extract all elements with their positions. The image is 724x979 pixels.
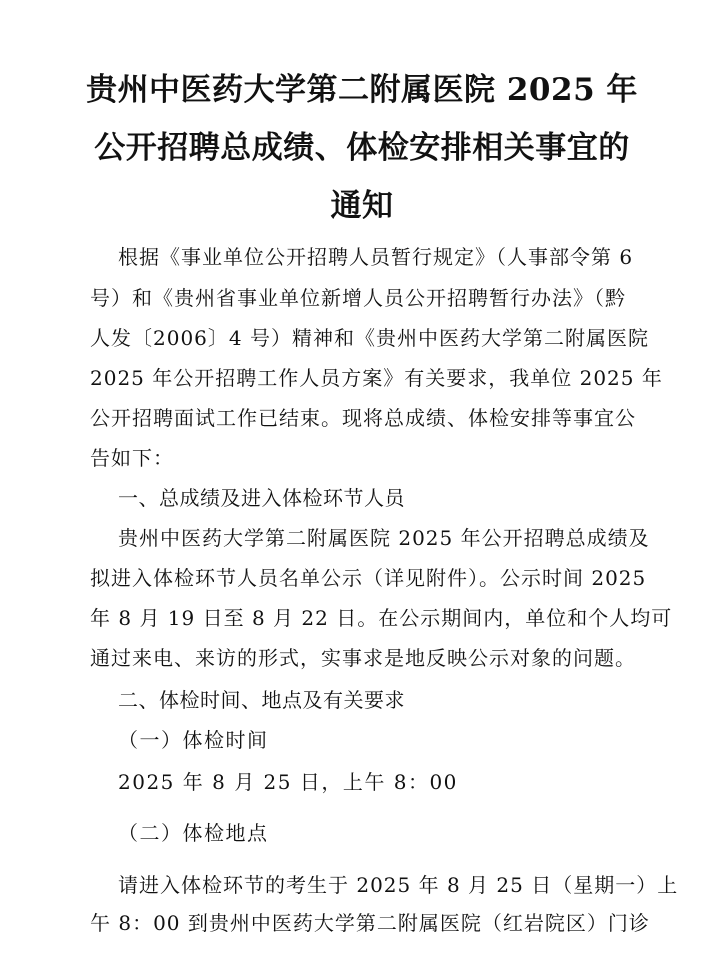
section-1-line: 年 8 月 19 日至 8 月 22 日。在公示期间内，单位和个人均可 bbox=[90, 606, 673, 630]
exam-location-line: 请进入体检环节的考生于 2025 年 8 月 25 日（星期一）上 bbox=[118, 873, 679, 897]
intro-line: 根据《事业单位公开招聘人员暂行规定》（人事部令第 6 bbox=[118, 245, 634, 269]
exam-location-line: 午 8：00 到贵州中医药大学第二附属医院（红岩院区）门诊 bbox=[90, 911, 650, 935]
intro-line: 公开招聘面试工作已结束。现将总成绩、体检安排等事宜公 bbox=[90, 406, 636, 430]
subsection-2-heading: （二）体检地点 bbox=[118, 821, 269, 845]
section-1-line: 通过来电、来访的形式，实事求是地反映公示对象的问题。 bbox=[90, 646, 636, 670]
intro-line: 告如下： bbox=[90, 446, 174, 470]
section-1-heading: 一、总成绩及进入体检环节人员 bbox=[118, 486, 405, 510]
subsection-1-heading: （一）体检时间 bbox=[118, 728, 269, 752]
title-line-2: 公开招聘总成绩、体检安排相关事宜的 bbox=[94, 130, 630, 166]
section-1-line: 拟进入体检环节人员名单公示（详见附件）。公示时间 2025 bbox=[90, 566, 647, 590]
intro-line: 2025 年公开招聘工作人员方案》有关要求，我单位 2025 年 bbox=[90, 366, 663, 390]
exam-time-text: 2025 年 8 月 25 日，上午 8：00 bbox=[118, 770, 458, 794]
title-line-3: 通知 bbox=[330, 188, 394, 224]
section-1-line: 贵州中医药大学第二附属医院 2025 年公开招聘总成绩及 bbox=[118, 526, 650, 550]
section-2-heading: 二、体检时间、地点及有关要求 bbox=[118, 688, 405, 712]
intro-line: 号）和《贵州省事业单位新增人员公开招聘暂行办法》（黔 bbox=[90, 286, 626, 310]
intro-line: 人发〔2006〕4 号）精神和《贵州中医药大学第二附属医院 bbox=[90, 326, 649, 350]
title-line-1: 贵州中医药大学第二附属医院 2025 年 bbox=[86, 72, 638, 108]
